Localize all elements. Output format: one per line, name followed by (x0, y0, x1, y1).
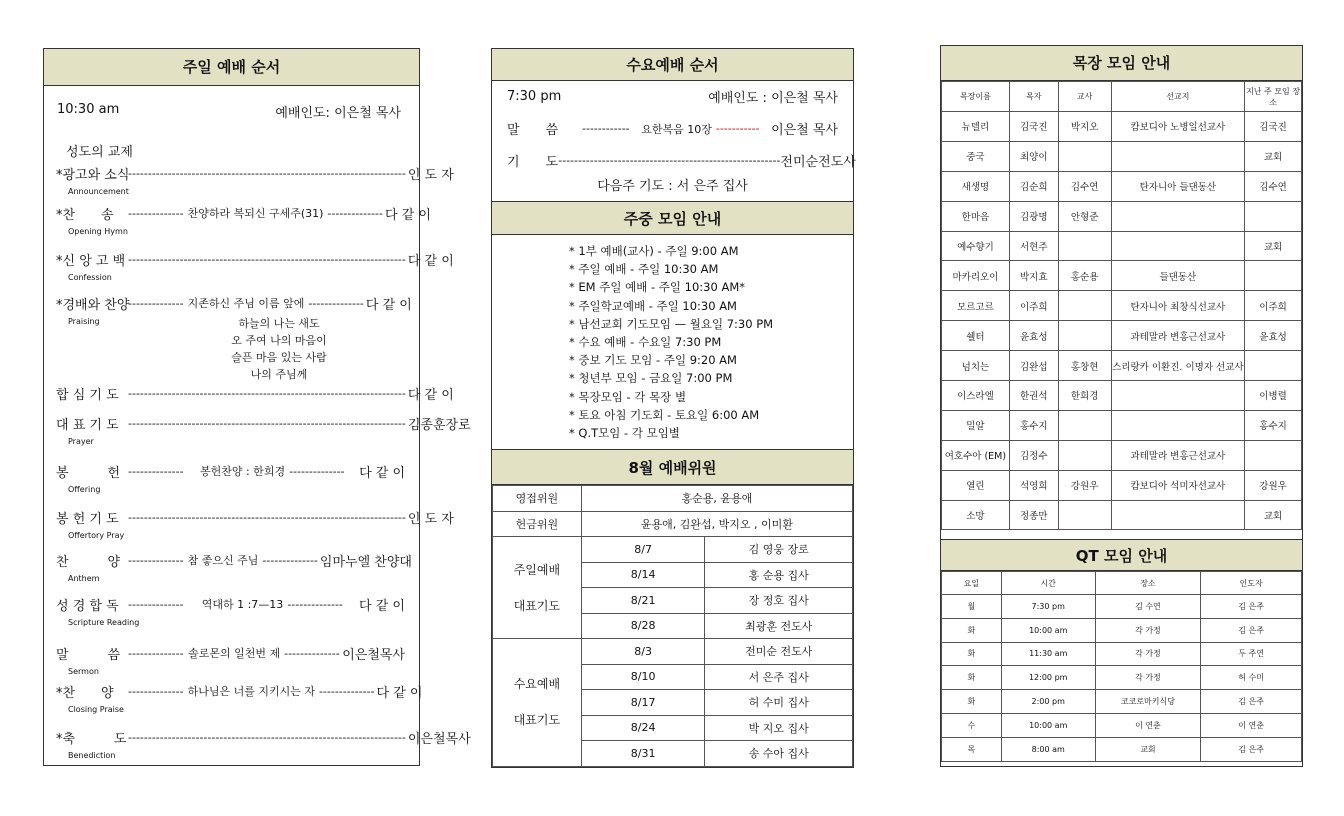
prayer-date: 8/17 (581, 690, 705, 716)
order-name: 대 표 기 도 (56, 417, 119, 433)
qt-cell: 화 (942, 642, 1002, 666)
prayer-date: 8/7 (581, 537, 705, 563)
prayer-name: 장 정호 집사 (705, 588, 853, 614)
wednesday-leader: 예배인도 : 이은철 목사 (708, 91, 838, 106)
gathering-item: * 남선교회 기도모임 — 월요일 7:30 PM (569, 316, 774, 331)
lyric-line: 오 주여 나의 마음이 (231, 334, 327, 347)
group-row (942, 500, 1302, 530)
qt-header-cell: 인도자 (1201, 572, 1302, 595)
group-cell: 과테말라 변홍근선교사 (1111, 321, 1245, 351)
prayer-date: 8/21 (581, 588, 705, 614)
group-cell: 캄보디아 노병일선교사 (1111, 112, 1245, 142)
group-cell: 캄보디아 석미자선교사 (1111, 470, 1245, 500)
order-name: 봉 헌 (56, 465, 121, 481)
qt-row (942, 642, 1302, 666)
group-cell: 김완섭 (1009, 351, 1058, 381)
qt-header-row (942, 572, 1302, 595)
qt-row (942, 595, 1302, 619)
order-detail: 지존하신 주님 이름 앞에 (187, 297, 305, 310)
group-cell (1111, 410, 1245, 440)
group-row (942, 470, 1302, 500)
group-cell: 교회 (1245, 141, 1302, 171)
prayer-date: 8/10 (581, 664, 705, 690)
order-detail: 찬양하라 복되신 구세주(31) (187, 207, 324, 220)
sunday-service-panel (43, 48, 471, 766)
order-dash: -------------- (128, 464, 184, 478)
prayer-name: 김 영웅 장로 (705, 537, 853, 563)
qt-cell: 화 (942, 690, 1002, 714)
group-cell: 밀알 (942, 410, 1010, 440)
order-person: 인 도 자 (407, 167, 454, 183)
group-cell (1058, 440, 1111, 470)
sunday-service-title: 주일 예배 순서 (44, 49, 419, 86)
offering-row (493, 511, 853, 537)
order-dash: ---------------------------------------------------------------------- (128, 166, 406, 180)
sunday-order-item (56, 413, 471, 433)
group-cell: 서현주 (1009, 231, 1058, 261)
order-dash: -------------- (128, 206, 184, 220)
order-english-label: Benediction (68, 751, 116, 760)
qt-cell: 8:00 am (1001, 737, 1095, 761)
group-cell: 박지오 (1058, 112, 1111, 142)
sermon-right: 이은철 목사 (771, 123, 838, 138)
greet-row (493, 486, 853, 512)
group-row (942, 201, 1302, 231)
group-row (942, 410, 1302, 440)
order-person: 다 같 이 (407, 387, 454, 403)
group-cell: 정종만 (1009, 500, 1058, 530)
qt-cell: 12:00 pm (1001, 666, 1095, 690)
group-cell: 교회 (1245, 500, 1302, 530)
order-dash: -------------- (128, 296, 184, 310)
order-name: *축 도 (56, 731, 127, 747)
qt-cell: 월 (942, 595, 1002, 619)
sunday-order-item (56, 461, 405, 481)
group-cell (1245, 201, 1302, 231)
gathering-item: * 목장모임 - 각 목장 별 (569, 389, 687, 404)
order-name: *신 앙 고 백 (56, 253, 126, 269)
groups-header-cell: 선교지 (1111, 82, 1245, 112)
group-cell (1058, 410, 1111, 440)
order-dash: ---------------------------------------------------------------------- (128, 510, 406, 524)
group-cell: 예수향기 (942, 231, 1010, 261)
order-english-label: Sermon (68, 667, 99, 676)
group-cell: 마카리오이 (942, 261, 1010, 291)
wednesday-info (507, 87, 838, 106)
qt-cell: 2:00 pm (1001, 690, 1095, 714)
sunday-order-item (56, 383, 454, 403)
group-cell: 쉘터 (942, 321, 1010, 351)
group-row (942, 231, 1302, 261)
group-cell: 모르고르 (942, 291, 1010, 321)
gathering-item: * 1부 예배(교사) - 주일 9:00 AM (569, 244, 739, 258)
group-cell: 이주희 (1009, 291, 1058, 321)
wednesday-sermon (507, 119, 838, 138)
order-person: 다 같 이 (359, 465, 406, 481)
wed-prayer-label-1: 수요예배 (513, 677, 561, 692)
group-cell (1245, 440, 1302, 470)
prayer-name: 송 수아 집사 (705, 741, 853, 767)
prayer-name: 최광훈 전도사 (705, 613, 853, 639)
wednesday-prayer (507, 151, 856, 170)
prayer-date: 8/28 (581, 613, 705, 639)
order-person: 임마누엘 찬양대 (319, 554, 412, 570)
offering-names: 윤용애, 김완섭, 박지오 , 이미환 (581, 511, 852, 537)
group-cell: 김순희 (1009, 171, 1058, 201)
group-cell (1245, 351, 1302, 381)
sunday-time: 10:30 am (57, 102, 120, 117)
qt-cell: 목 (942, 737, 1002, 761)
group-cell (1111, 381, 1245, 411)
group-cell: 최양이 (1009, 141, 1058, 171)
order-dash: -------------- (128, 553, 184, 567)
group-cell: 소망 (942, 500, 1010, 530)
group-cell: 들댄동산 (1111, 261, 1245, 291)
qt-cell: 허 수미 (1201, 666, 1302, 690)
greet-names: 홍순용, 윤용애 (581, 486, 852, 512)
gathering-item: * 중보 기도 모임 - 주일 9:20 AM (569, 353, 737, 368)
qt-table (941, 571, 1302, 762)
order-dash: ---------------------------------------------------------------------- (128, 386, 406, 400)
prayer-name: 서 은주 집사 (705, 664, 853, 690)
order-person: 다 같 이 (359, 598, 405, 614)
prayer-right: 전미순전도사 (780, 155, 856, 170)
group-row (942, 261, 1302, 291)
group-cell (1111, 231, 1245, 261)
group-cell: 김국진 (1245, 112, 1302, 142)
order-dash: -------------- (128, 646, 184, 660)
group-cell: 강원우 (1245, 470, 1302, 500)
wed-prayer-label-2: 대표기도 (513, 713, 561, 728)
sunday-prayer-label-1: 주일예배 (513, 562, 561, 577)
prayer-name: 박 지오 집사 (705, 715, 853, 741)
group-cell: 홍창현 (1058, 351, 1111, 381)
order-detail: 역대하 1 :7—13 (201, 598, 284, 611)
qt-cell: 10:00 am (1001, 618, 1095, 642)
qt-row (942, 713, 1302, 737)
group-cell (1058, 291, 1111, 321)
sermon-dash-2: ----------- (715, 122, 760, 135)
qt-cell: 화 (942, 666, 1002, 690)
prayer-name: 홍 순용 집사 (705, 562, 853, 588)
qt-cell: 이 연춘 (1201, 713, 1302, 737)
qt-cell: 이 연춘 (1095, 713, 1201, 737)
sunday-prayer-row (493, 537, 853, 563)
gathering-item: * 수요 예배 - 수요일 7:30 PM (569, 334, 722, 349)
order-english-label: Closing Praise (68, 705, 124, 714)
order-english-label: Opening Hymn (68, 227, 128, 236)
group-cell: 과테말라 변홍근선교사 (1111, 440, 1245, 470)
qt-cell: 각 가정 (1095, 642, 1201, 666)
sermon-text: 요한복음 10장 (641, 122, 712, 136)
prayer-date: 8/14 (581, 562, 705, 588)
order-dash: -------------- (287, 597, 343, 611)
group-cell: 이주희 (1245, 291, 1302, 321)
sunday-order-item (56, 727, 471, 747)
sunday-order-item (56, 203, 431, 223)
group-cell: 탄자니아 최창식선교사 (1111, 291, 1245, 321)
wed-prayer-row (493, 639, 853, 665)
prayer-name: 전미순 전도사 (705, 639, 853, 665)
order-detail: 하나님은 너를 지키시는 자 (187, 685, 315, 698)
group-cell: 여호수아 (EM) (942, 440, 1010, 470)
group-cell: 새생명 (942, 171, 1010, 201)
order-name: 봉 헌 기 도 (56, 511, 119, 527)
group-cell: 스리랑카 이환진. 이명자 선교사 (1111, 351, 1245, 381)
group-cell: 홍수지 (1245, 410, 1302, 440)
group-row (942, 141, 1302, 171)
groups-header-row (942, 82, 1302, 112)
group-cell: 교회 (1245, 231, 1302, 261)
gathering-item: * 토요 아침 기도회 - 토요일 6:00 AM (569, 407, 760, 422)
wed-prayer-label (493, 639, 582, 767)
order-dash: -------------- (318, 684, 375, 698)
group-row (942, 112, 1302, 142)
qt-cell: 수 (942, 713, 1002, 737)
groups-header-cell: 목자 (1009, 82, 1058, 112)
order-dash: -------------- (128, 597, 184, 611)
group-cell (1111, 141, 1245, 171)
sunday-prayer-label (493, 537, 582, 639)
group-row (942, 321, 1302, 351)
committee-table (492, 485, 853, 767)
order-name: 성 경 합 독 (56, 598, 119, 614)
qt-title: QT 모임 안내 (941, 539, 1302, 571)
order-dash: ---------------------------------------------------------------------- (128, 416, 406, 430)
lyric-line: 슬픈 마음 있는 사람 (231, 351, 327, 364)
prayer-label: 기 도 (507, 155, 559, 170)
order-detail: 봉헌찬양 : 한희경 (199, 465, 286, 478)
order-dash: -------------- (262, 553, 318, 567)
group-cell: 탄자니아 들댄동산 (1111, 171, 1245, 201)
order-dash: ---------------------------------------------------------------------- (128, 252, 406, 266)
group-cell: 김국진 (1009, 112, 1058, 142)
qt-cell: 김 은주 (1201, 737, 1302, 761)
group-cell: 김수연 (1245, 171, 1302, 201)
sunday-order-item (56, 643, 405, 663)
sunday-order-item (56, 507, 454, 527)
order-name: *경배와 찬양 (56, 297, 130, 313)
order-dash: -------------- (284, 646, 340, 660)
group-row (942, 381, 1302, 411)
order-name: *찬 양 (56, 685, 114, 701)
order-english-label: Anthem (68, 574, 100, 583)
group-cell (1058, 321, 1111, 351)
groups-title: 목장 모임 안내 (941, 46, 1302, 81)
order-person: 인 도 자 (407, 511, 454, 527)
sunday-order-item (56, 163, 454, 183)
group-row (942, 171, 1302, 201)
prayer-date: 8/3 (581, 639, 705, 665)
wednesday-time: 7:30 pm (507, 89, 562, 104)
gatherings-list (569, 242, 773, 442)
qt-row (942, 690, 1302, 714)
groups-table (941, 81, 1302, 530)
qt-cell: 두 주연 (1201, 642, 1302, 666)
order-name: 말 씀 (56, 647, 121, 663)
order-dash: -------------- (128, 684, 184, 698)
committee-title: 8월 예배위원 (492, 449, 853, 485)
qt-row (942, 666, 1302, 690)
order-person: 이은철목사 (342, 647, 405, 663)
order-dash: ---------------------------------------------------------------------- (128, 730, 406, 744)
order-english-label: Prayer (68, 437, 94, 446)
order-name: *광고와 소식 (56, 167, 130, 183)
group-cell: 윤효성 (1009, 321, 1058, 351)
order-detail: 솔로몬의 일천번 제 (188, 647, 281, 660)
sunday-order-item (56, 293, 412, 313)
qt-cell: 김 수연 (1095, 595, 1201, 619)
group-cell: 홍순용 (1058, 261, 1111, 291)
group-cell: 뉴델리 (942, 112, 1010, 142)
qt-row (942, 737, 1302, 761)
qt-cell: 코코로마키식당 (1095, 690, 1201, 714)
group-row (942, 440, 1302, 470)
group-cell: 한권석 (1009, 381, 1058, 411)
right-panel (940, 45, 1303, 767)
qt-cell: 화 (942, 618, 1002, 642)
group-cell: 홍수지 (1009, 410, 1058, 440)
sunday-order-item (56, 550, 412, 570)
group-cell: 넘치는 (942, 351, 1010, 381)
group-cell: 윤효성 (1245, 321, 1302, 351)
group-cell: 김광명 (1009, 201, 1058, 231)
qt-cell: 각 가정 (1095, 666, 1201, 690)
prayer-name: 허 수미 집사 (705, 690, 853, 716)
qt-cell: 교회 (1095, 737, 1201, 761)
order-name: *찬 송 (56, 207, 114, 223)
group-cell: 열린 (942, 470, 1010, 500)
sunday-order-item (56, 594, 405, 614)
groups-header-cell: 지난 주 모임 장소 (1245, 82, 1302, 112)
order-english-label: Offering (68, 485, 101, 494)
order-person: 김종훈장로 (407, 417, 471, 433)
sermon-dash-1: ------------ (582, 122, 630, 135)
group-cell (1111, 500, 1245, 530)
group-cell: 석영희 (1009, 470, 1058, 500)
gathering-item: * 주일 예배 - 주일 10:30 AM (569, 262, 719, 277)
group-cell: 강원우 (1058, 470, 1111, 500)
order-person: 이은철목사 (407, 731, 471, 747)
sunday-service-info (57, 102, 401, 121)
group-cell (1245, 261, 1302, 291)
next-prayer: 다음주 기도 : 서 은주 집사 (597, 179, 748, 194)
group-row (942, 351, 1302, 381)
greeting: 성도의 교제 (66, 145, 133, 160)
order-name: 찬 양 (56, 554, 121, 570)
gathering-item: * 주일학교예배 - 주일 10:30 AM (569, 298, 737, 313)
middle-panel (491, 48, 854, 768)
order-person: 다 같 이 (376, 685, 423, 701)
group-cell: 이병렬 (1245, 381, 1302, 411)
group-cell: 한마음 (942, 201, 1010, 231)
order-english-label: Confession (68, 273, 112, 282)
group-cell (1058, 231, 1111, 261)
qt-cell: 7:30 pm (1001, 595, 1095, 619)
group-cell: 안형준 (1058, 201, 1111, 231)
group-cell: 박지효 (1009, 261, 1058, 291)
order-person: 다 같 이 (365, 297, 412, 313)
gathering-item: * 청년부 모임 - 금요일 7:00 PM (569, 371, 733, 386)
qt-header-cell: 요일 (942, 572, 1002, 595)
sunday-order-item (56, 681, 423, 701)
gathering-item: * Q.T모임 - 각 모임별 (569, 425, 680, 440)
greet-label: 영접위원 (493, 486, 582, 512)
sunday-order-item (56, 249, 454, 269)
group-cell: 김정수 (1009, 440, 1058, 470)
group-cell: 김수연 (1058, 171, 1111, 201)
group-cell (1058, 500, 1111, 530)
offering-label: 헌금위원 (493, 511, 582, 537)
order-english-label: Announcement (68, 187, 129, 196)
gatherings-title: 주중 모임 안내 (492, 201, 853, 235)
order-name: 합 심 기 도 (56, 387, 119, 403)
prayer-date: 8/31 (581, 741, 705, 767)
qt-header-cell: 장소 (1095, 572, 1201, 595)
order-dash: -------------- (308, 296, 364, 310)
order-english-label: Praising (68, 317, 100, 326)
group-cell: 이스라엘 (942, 381, 1010, 411)
prayer-dash: -------------------------------------------------------- (558, 154, 781, 167)
qt-row (942, 618, 1302, 642)
groups-header-cell: 목장이름 (942, 82, 1010, 112)
order-dash: -------------- (327, 206, 383, 220)
order-person: 다 같 이 (385, 207, 431, 223)
sunday-leader: 예배인도: 이은철 목사 (275, 106, 401, 121)
order-english-label: Scripture Reading (68, 618, 140, 627)
sermon-label: 말 씀 (507, 123, 559, 138)
group-cell: 한희경 (1058, 381, 1111, 411)
group-cell (1058, 141, 1111, 171)
order-detail: 참 좋으신 주님 (187, 554, 259, 567)
qt-cell: 김 은주 (1201, 618, 1302, 642)
wednesday-service-title: 수요예배 순서 (492, 49, 853, 81)
qt-cell: 각 가정 (1095, 618, 1201, 642)
lyric-line: 하늘의 나는 새도 (238, 317, 320, 330)
order-dash: -------------- (289, 464, 345, 478)
lyric-line: 나의 주님께 (250, 368, 308, 381)
qt-cell: 11:30 am (1001, 642, 1095, 666)
groups-header-cell: 교사 (1058, 82, 1111, 112)
qt-header-cell: 시간 (1001, 572, 1095, 595)
sunday-prayer-label-2: 대표기도 (513, 598, 561, 613)
group-row (942, 291, 1302, 321)
qt-cell: 김 은주 (1201, 595, 1302, 619)
order-person: 다 같 이 (407, 253, 454, 269)
qt-cell: 김 은주 (1201, 690, 1302, 714)
qt-cell: 10:00 am (1001, 713, 1095, 737)
gathering-item: * EM 주일 예배 - 주일 10:30 AM* (569, 280, 746, 295)
prayer-date: 8/24 (581, 715, 705, 741)
group-cell (1111, 201, 1245, 231)
group-cell: 중국 (942, 141, 1010, 171)
order-english-label: Offertory Pray (68, 531, 125, 540)
